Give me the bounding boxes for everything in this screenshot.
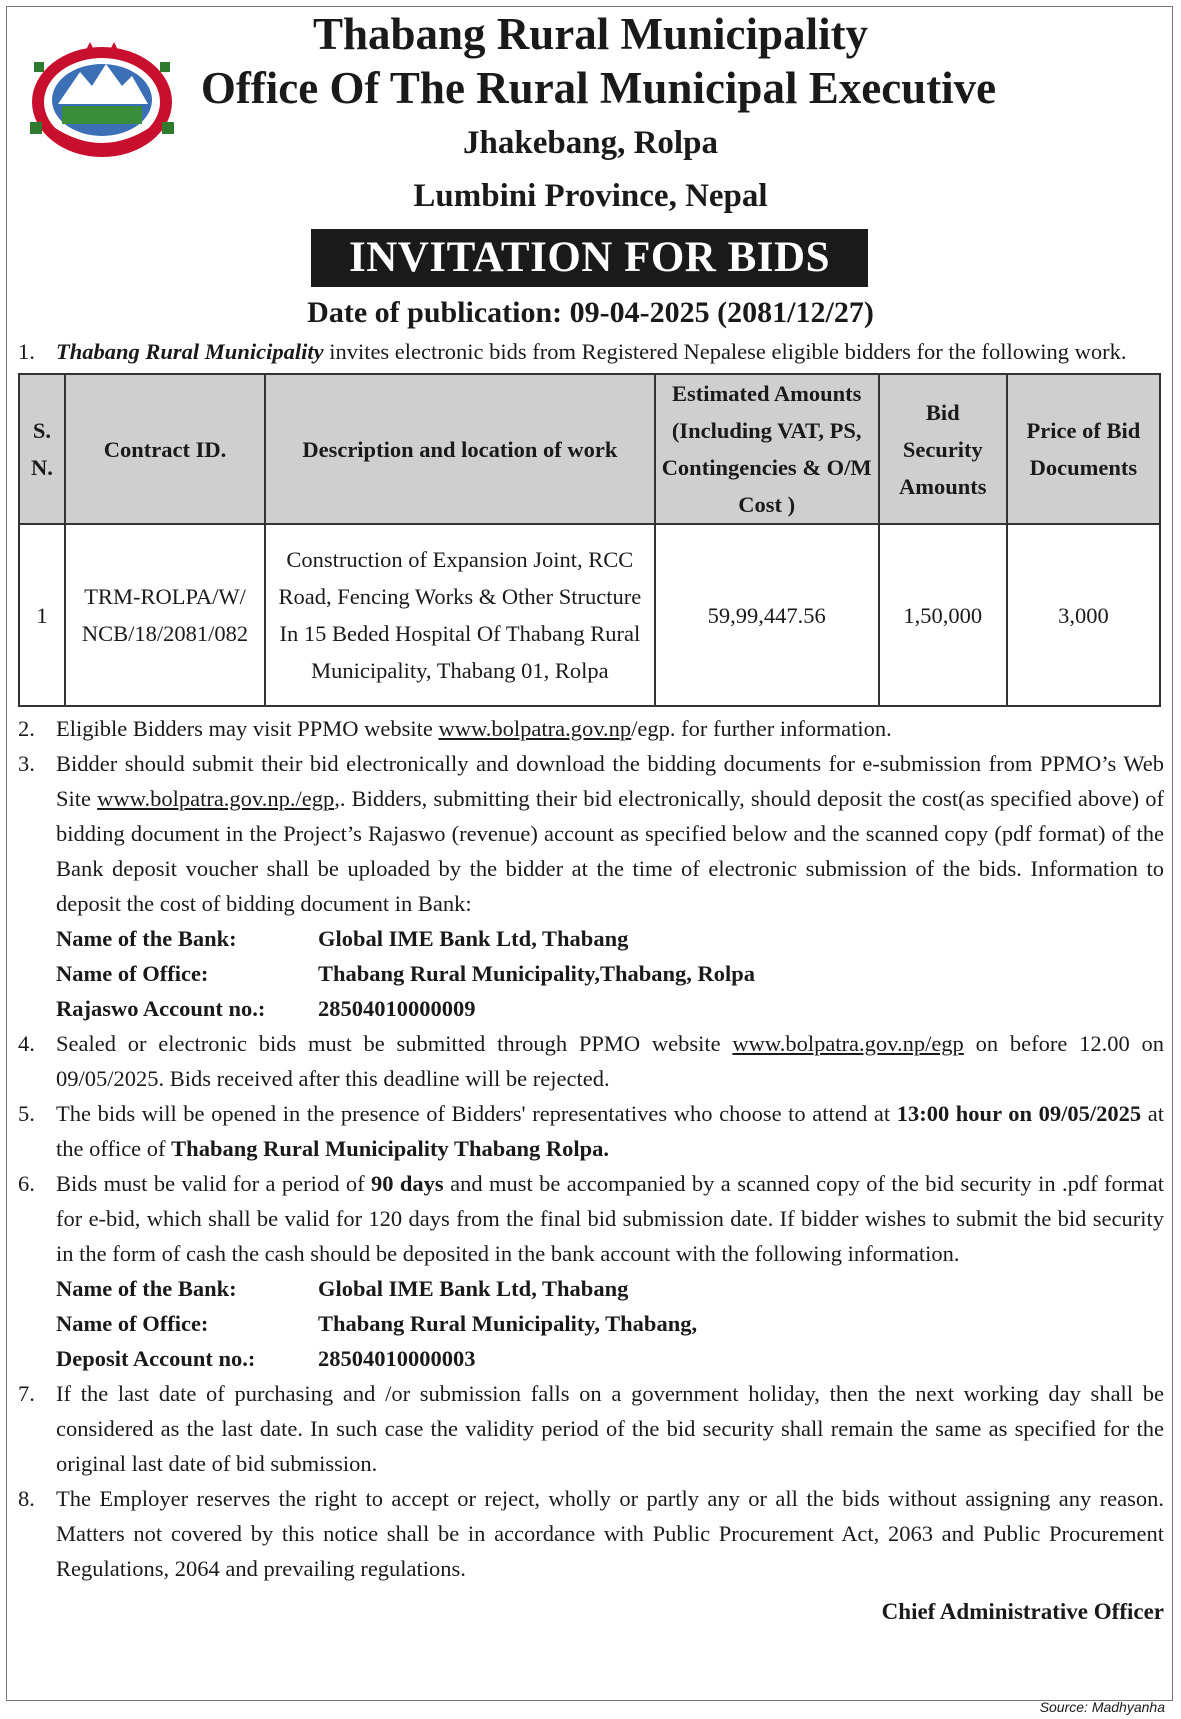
cell-estimate: 59,99,447.56 <box>655 524 879 706</box>
col-security: Bid Security Amounts <box>879 374 1007 524</box>
source-credit: Source: Madhyanha <box>1039 1699 1165 1715</box>
account-number-row: Deposit Account no.: 28504010000003 <box>56 1346 476 1371</box>
col-description: Description and location of work <box>265 374 654 524</box>
cell-description: Construction of Expansion Joint, RCC Road, Fencing Works & Other Structure In 15 Beded Hospital Of Thabang Rural Municipality, Thabang 01, Rolpa <box>265 524 654 706</box>
ppmo-link[interactable]: www.bolpatra.gov.np/egp <box>732 1031 964 1056</box>
cell-sn: 1 <box>19 524 65 706</box>
bid-table <box>18 373 1161 707</box>
col-estimate: Estimated Amounts (Including VAT, PS, Contingencies & O/M Cost ) <box>655 374 879 524</box>
office-location: Jhakebang, Rolpa <box>463 125 718 161</box>
col-sn: S. N. <box>19 374 65 524</box>
list-item: 5. The bids will be opened in the presence of Bidders' representatives who choose to attend at 13:00 hour on 09/05/2025 at the office of Thabang Rural Municipality Thabang Rolpa. <box>18 1101 1164 1161</box>
table-row <box>19 524 1160 706</box>
ppmo-link[interactable]: www.bolpatra.gov.np <box>438 716 632 741</box>
province: Lumbini Province, Nepal <box>413 178 768 214</box>
office-name-row: Name of Office: Thabang Rural Municipality, Thabang, <box>56 1311 698 1336</box>
municipality-name: Thabang Rural Municipality <box>56 339 324 364</box>
list-item: 8. The Employer reserves the right to accept or reject, wholly or partly any or all the bids without assigning any reason. Matters not covered by this notice shall be in accordance with Public Procurement Act, 2063 and Public Procurement Regulations, 2064 and prevailing regulations. <box>18 1486 1164 1581</box>
list-item: 3. Bidder should submit their bid electronically and download the bidding documents for e-submission from PPMO’s Web Site www.bolpatra.gov.np./egp,. Bidders, submitting their bid electronically, should deposit the cost(as specified above) of bidding document in the Project’s Rajaswo (revenue) account as specified below and the scanned copy (pdf format) of the Bank deposit voucher shall be uploaded by the bidder at the time of electronic submission of the bids. Information to deposit the cost of bidding document in Bank: Name of the Bank: Global IME Bank Ltd, Thabang Name of Office: Thabang Rural Municipality,Thabang, Rolpa Rajaswo Account no.: 28504010000009 <box>14 746 1164 1026</box>
list-item: 7. If the last date of purchasing and /or submission falls on a government holiday, then the next working day shall be considered as the last date. In such case the validity period of the bid security shall remain the same as specified for the original last date of bid submission. <box>18 1381 1164 1476</box>
list-item: 2. Eligible Bidders may visit PPMO website www.bolpatra.gov.np/egp. for further information. <box>18 716 892 741</box>
account-number-row: Rajaswo Account no.: 28504010000009 <box>56 996 476 1021</box>
office-title: Office Of The Rural Municipal Executive <box>200 63 997 113</box>
col-price: Price of Bid Documents <box>1007 374 1160 524</box>
notice-body <box>14 334 1164 1629</box>
bank-name-row: Name of the Bank: Global IME Bank Ltd, Thabang <box>56 926 629 951</box>
office-name-row: Name of Office: Thabang Rural Municipality,Thabang, Rolpa <box>56 961 756 986</box>
cell-contract-id: TRM-ROLPA/W/ NCB/18/2081/082 <box>65 524 265 706</box>
table-header-row <box>19 374 1160 524</box>
list-item: 1. Thabang Rural Municipality invites electronic bids from Registered Nepalese eligible bidders for the following work. <box>18 339 1127 364</box>
notice-banner: INVITATION FOR BIDS <box>311 229 868 287</box>
bank-name-row: Name of the Bank: Global IME Bank Ltd, Thabang <box>56 1276 629 1301</box>
cell-price: 3,000 <box>1007 524 1160 706</box>
municipality-title: Thabang Rural Municipality <box>312 9 869 59</box>
signatory: Chief Administrative Officer <box>881 1599 1164 1624</box>
cell-security: 1,50,000 <box>879 524 1007 706</box>
publication-date: Date of publication: 09-04-2025 (2081/12/27) <box>307 296 874 329</box>
list-item: 6. Bids must be valid for a period of 90 days and must be accompanied by a scanned copy of the bid security in .pdf format for e-bid, which shall be valid for 120 days from the final bid submission date. If bidder wishes to submit the bid security in the form of cash the cash should be deposited in the bank account with the following information. Name of the Bank: Global IME Bank Ltd, Thabang Name of Office: Thabang Rural Municipality, Thabang, Deposit Account no.: 28504010000003 <box>14 1166 1164 1376</box>
ppmo-link[interactable]: www.bolpatra.gov.np./egp <box>97 786 335 811</box>
list-item: 4. Sealed or electronic bids must be submitted through PPMO website www.bolpatra.gov.np/egp on before 12.00 on 09/05/2025. Bids received after this deadline will be rejected. <box>18 1031 1164 1091</box>
col-contract-id: Contract ID. <box>65 374 265 524</box>
